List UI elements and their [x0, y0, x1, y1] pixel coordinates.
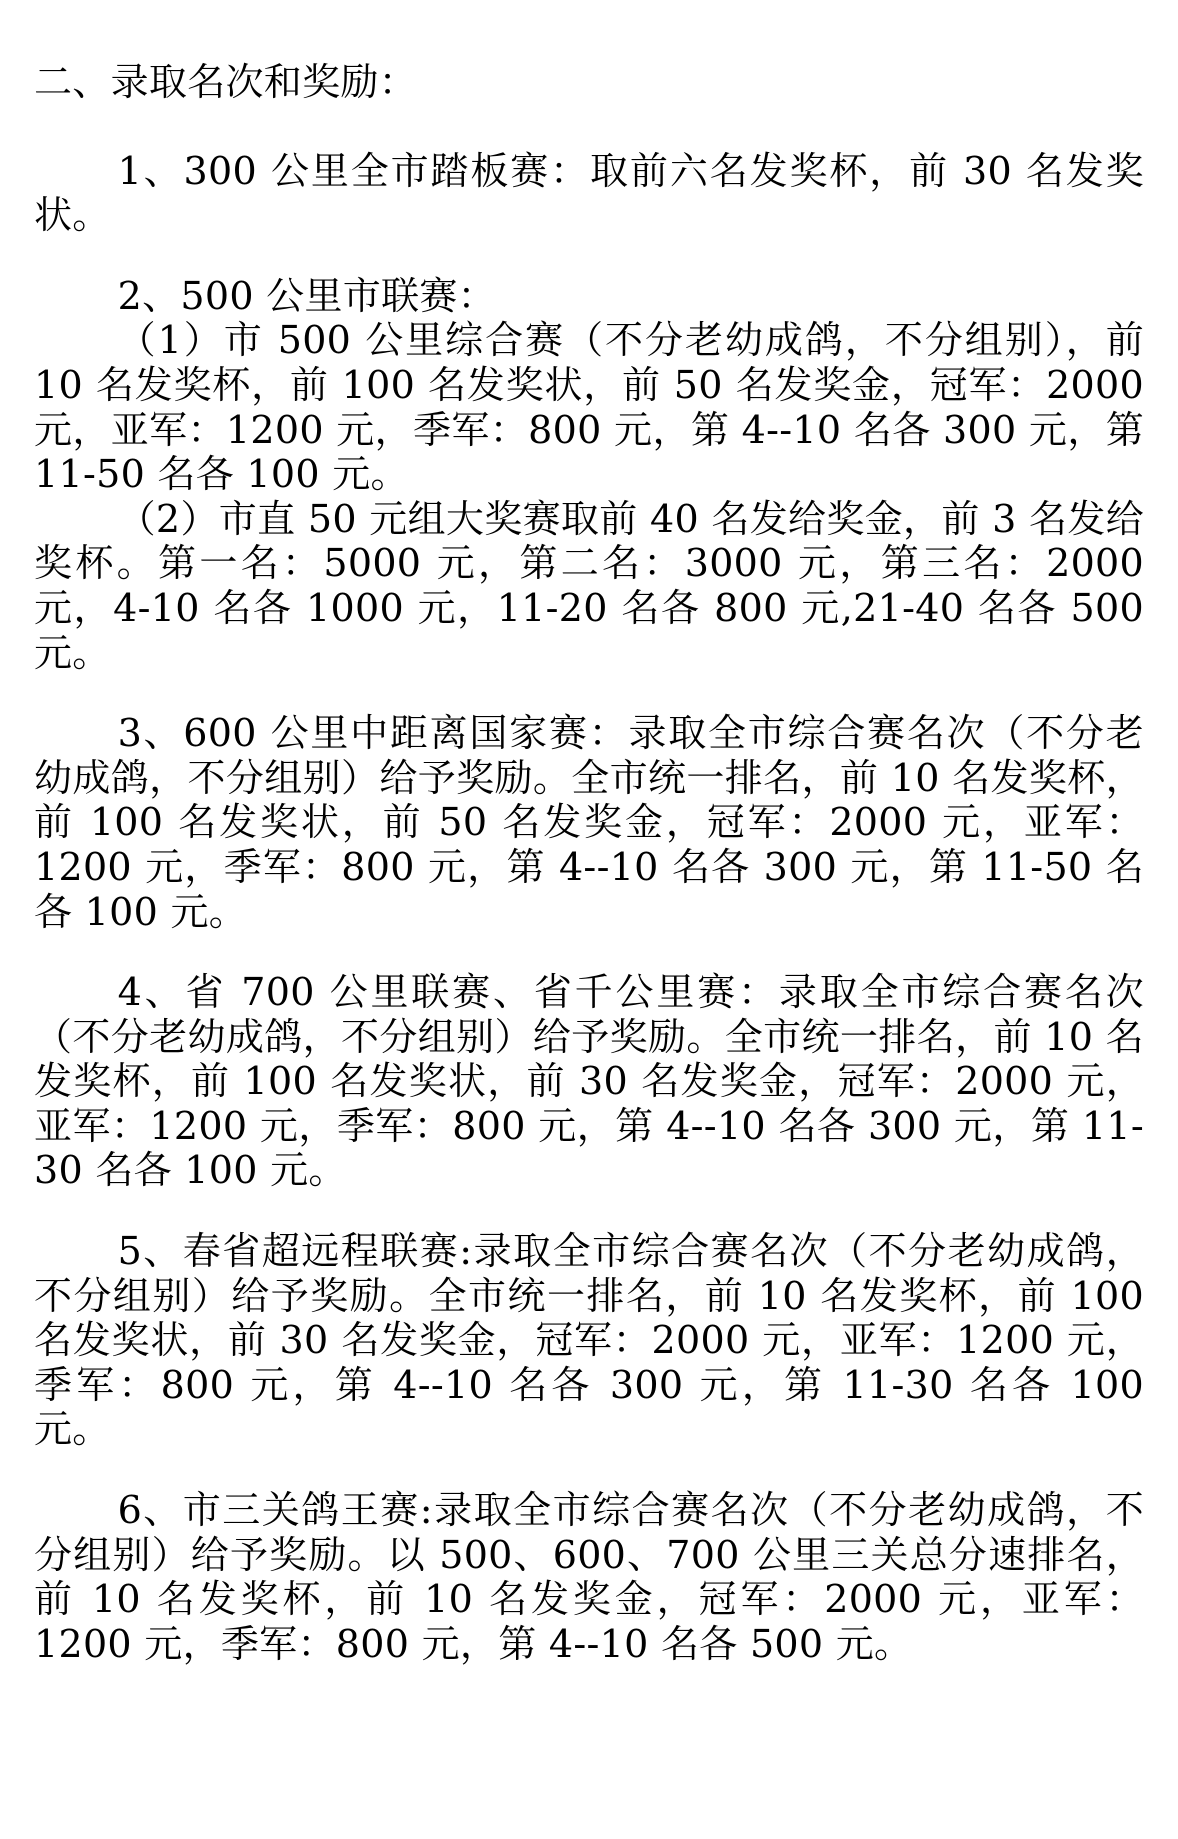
section-heading: 二、录取名次和奖励：	[34, 60, 418, 104]
rule-item-5: 5、春省超远程联赛:录取全市综合赛名次（不分老幼成鸽，不分组别）给予奖励。全市统一排名，前 10 名发奖杯，前 100 名发奖状，前 30 名发奖金，冠军：2000 元，亚军：1200 元，季军：800 元，第 4--10 名各 300 元，第 11-30 名各 100 元。	[34, 1229, 1144, 1452]
rule-item-2: 2、500 公里市联赛：	[117, 273, 496, 318]
rule-item-4: 4、省 700 公里联赛、省千公里赛：录取全市综合赛名次（不分老幼成鸽，不分组别）给予奖励。全市统一排名，前 10 名发奖杯，前 100 名发奖状，前 30 名发奖金，冠军：2000 元，亚军：1200 元，季军：800 元，第 4--10 名各 300 元，第 11-30 名各 100 元。	[34, 970, 1144, 1193]
rule-item-2-sub-2: （2）市直 50 元组大奖赛取前 40 名发给奖金，前 3 名发给奖杯。第一名：5000 元，第二名：3000 元，第三名：2000 元，4-10 名各 1000 元，11-20 名各 800 元,21-40 名各 500 元。	[34, 496, 1144, 675]
rule-item-3: 3、600 公里中距离国家赛：录取全市综合赛名次（不分老幼成鸽，不分组别）给予奖励。全市统一排名，前 10 名发奖杯，前 100 名发奖状，前 50 名发奖金，冠军：2000 元，亚军：1200 元，季军：800 元，第 4--10 名各 300 元，第 11-50 名各 100 元。	[34, 711, 1144, 934]
rule-item-1: 1、300 公里全市踏板赛：取前六名发奖杯，前 30 名发奖状。	[34, 148, 1144, 238]
rule-item-2-sub-1: （1）市 500 公里综合赛（不分老幼成鸽，不分组别），前 10 名发奖杯，前 100 名发奖状，前 50 名发奖金，冠军：2000 元，亚军：1200 元，季军：800 元，第 4--10 名各 300 元，第 11-50 名各 100 元。	[34, 318, 1144, 497]
rule-item-6: 6、市三关鸽王赛:录取全市综合赛名次（不分老幼成鸽，不分组别）给予奖励。以 500、600、700 公里三关总分速排名，前 10 名发奖杯，前 10 名发奖金，冠军：2000 元，亚军：1200 元，季军：800 元，第 4--10 名各 500 元。	[34, 1488, 1144, 1666]
